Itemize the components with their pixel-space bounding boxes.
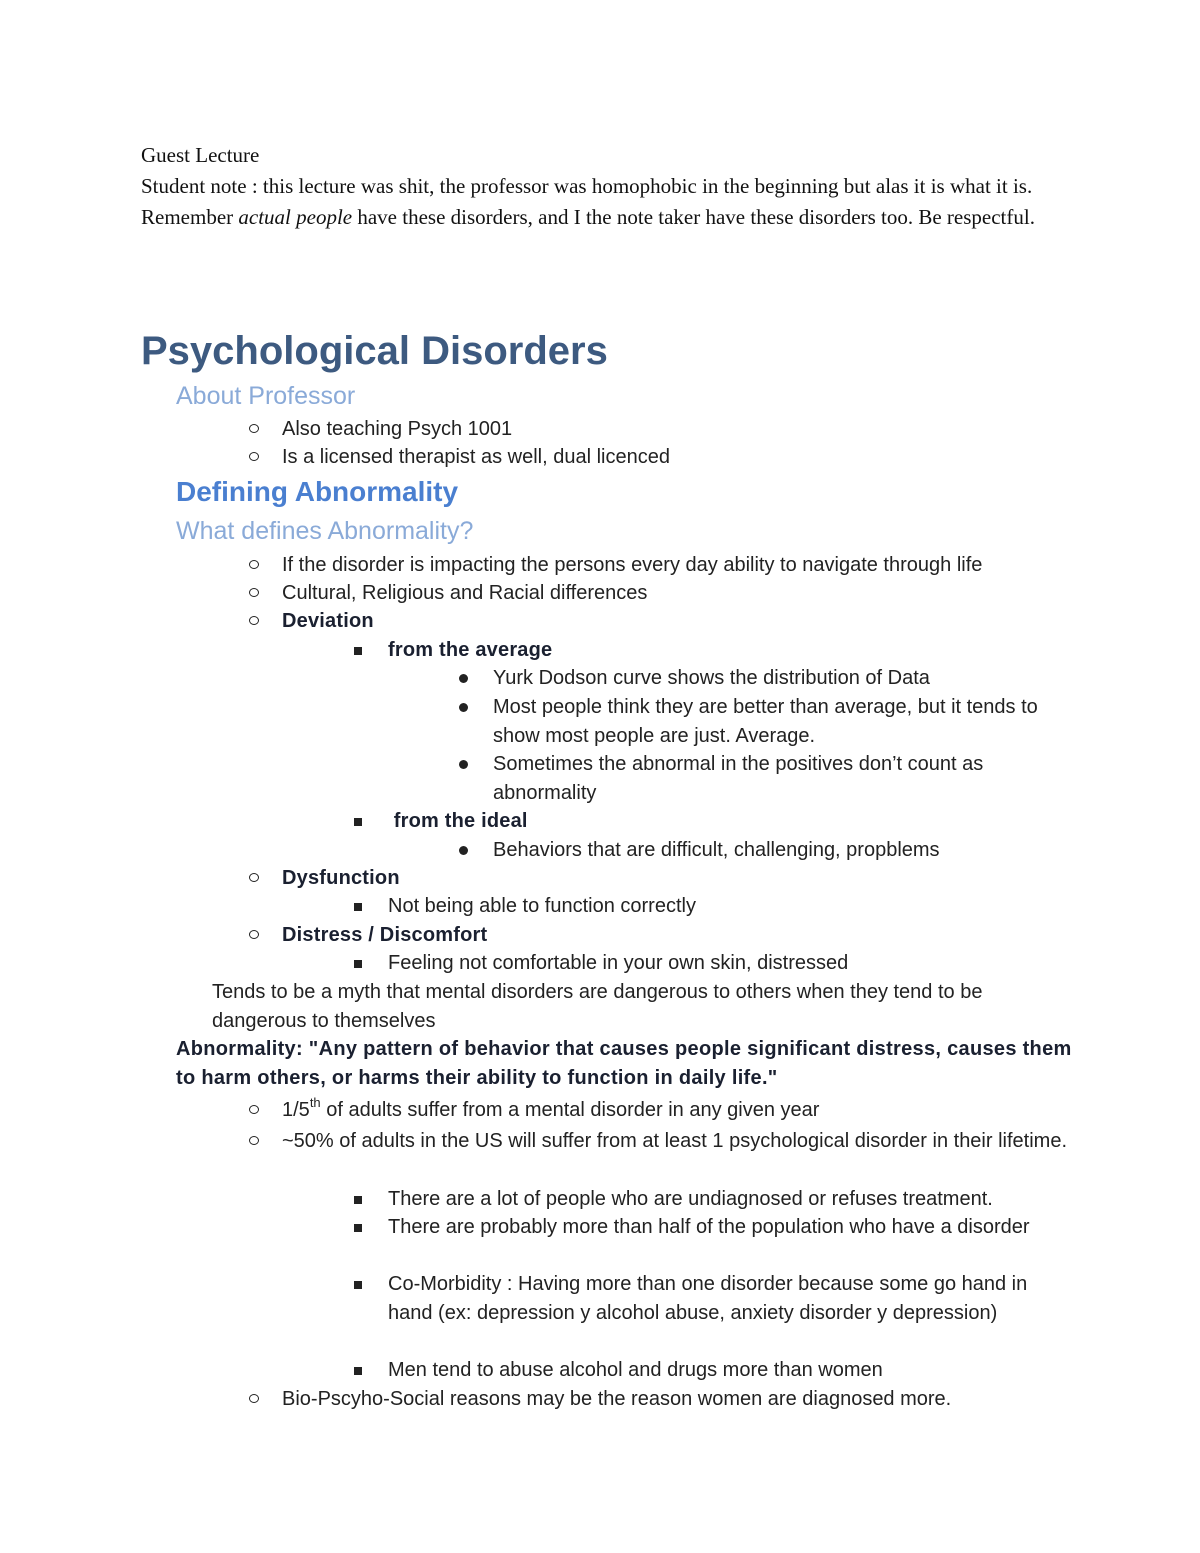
hollow-circle-bullet-icon	[249, 921, 261, 933]
lecture-title: Guest Lecture	[141, 143, 260, 167]
list-item: Feeling not comfortable in your own skin, distressed	[388, 952, 849, 974]
list-item: Men tend to abuse alcohol and drugs more than women	[388, 1359, 883, 1381]
student-note-emphasis: actual people	[238, 205, 353, 229]
list-item: 1/5th of adults suffer from a mental disorder in any given year	[282, 1096, 1072, 1125]
about-professor-heading: About Professor	[176, 382, 356, 410]
list-item: If the disorder is impacting the persons every day ability to navigate through life	[282, 551, 1072, 580]
hollow-circle-bullet-icon	[249, 415, 261, 427]
hollow-circle-bullet-icon	[249, 443, 261, 455]
abnormality-definition: Abnormality: "Any pattern of behavior that causes people significant distress, causes them to harm others, or harms their ability to function in daily life."	[176, 1038, 1072, 1089]
hollow-circle-bullet-icon	[249, 1096, 261, 1108]
list-item: Co-Morbidity : Having more than one disorder because some go hand in hand (ex: depression y alcohol abuse, anxiety disorder y depression)	[388, 1273, 1028, 1324]
list-item-dysfunction: Dysfunction	[282, 864, 1072, 893]
student-note-end: have these disorders, and I the note taker have these disorders too. Be respectful.	[352, 205, 1035, 229]
list-item: ~50% of adults in the US will suffer from at least 1 psychological disorder in their lifetime.	[282, 1127, 1072, 1156]
defining-abnormality-heading: Defining Abnormality	[176, 476, 459, 507]
list-item: Is a licensed therapist as well, dual licenced	[282, 443, 1072, 472]
hollow-circle-bullet-icon	[249, 607, 261, 619]
list-item-distress: Distress / Discomfort	[282, 921, 1072, 950]
hollow-circle-bullet-icon	[249, 551, 261, 563]
myth-paragraph: Tends to be a myth that mental disorders are dangerous to others when they tend to be dangerous to themselves	[212, 981, 983, 1032]
list-item: There are a lot of people who are undiagnosed or refuses treatment.	[388, 1188, 993, 1210]
hollow-circle-bullet-icon	[249, 864, 261, 876]
list-item: Sometimes the abnormal in the positives don’t count as abnormality	[493, 753, 984, 804]
list-item: There are probably more than half of the population who have a disorder	[388, 1216, 1030, 1238]
list-item: Behaviors that are difficult, challenging, propblems	[493, 839, 940, 861]
hollow-circle-bullet-icon	[249, 1385, 261, 1397]
list-item: Not being able to function correctly	[388, 895, 696, 917]
list-item-deviation: Deviation	[282, 607, 1072, 636]
list-item: Cultural, Religious and Racial differences	[282, 579, 1072, 608]
list-item-from-ideal: from the ideal	[388, 810, 528, 832]
list-item: Most people think they are better than average, but it tends to show most people are just. Average.	[493, 696, 1038, 747]
list-item: Also teaching Psych 1001	[282, 415, 1072, 444]
page-title: Psychological Disorders	[141, 329, 608, 373]
what-defines-heading: What defines Abnormality?	[176, 517, 474, 545]
student-note-start: Student note : this lecture was shit, the professor was homophobic in the beginning but alas it is what it is. Remember	[141, 174, 1033, 229]
student-note	[141, 171, 1061, 233]
intro-block	[141, 140, 1061, 233]
list-item: Yurk Dodson curve shows the distribution of Data	[493, 667, 930, 689]
list-item-from-average: from the average	[388, 639, 553, 661]
list-item: Bio-Pscyho-Social reasons may be the reason women are diagnosed more.	[282, 1385, 1072, 1414]
hollow-circle-bullet-icon	[249, 579, 261, 591]
hollow-circle-bullet-icon	[249, 1127, 261, 1139]
